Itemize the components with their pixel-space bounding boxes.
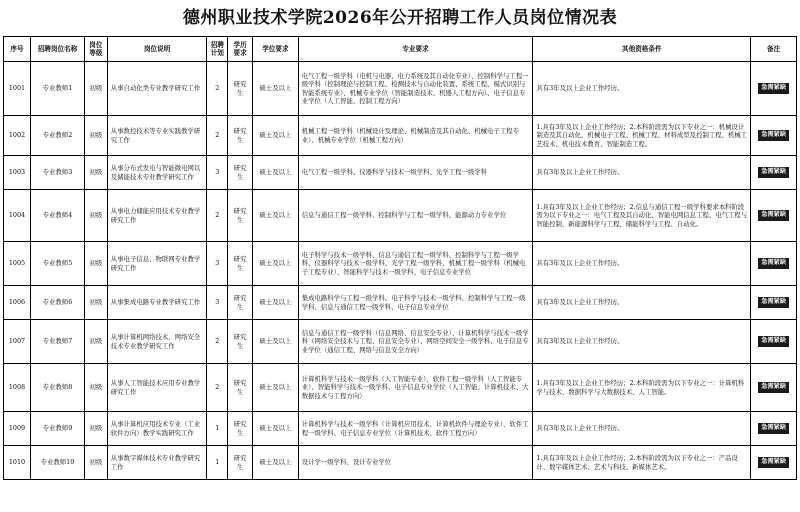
- cell-id: 1010: [4, 446, 31, 480]
- cell-level: 初级: [84, 320, 107, 364]
- cell-education: 研究生: [228, 320, 253, 364]
- header-col-description: 岗位说明: [107, 37, 207, 62]
- cell-major: 计算机科学与技术一级学科（计算机应用技术、计算机软件与理论专业）、软件工程一级学科、电子信息专业学位（计算机技术、软件工程方向）: [298, 412, 533, 446]
- cell-position-name: 专业教师3: [30, 156, 84, 190]
- cell-description: 从事集成电路专业教学研究工作: [107, 286, 207, 320]
- cell-id: 1005: [4, 242, 31, 286]
- cell-plan: 2: [207, 62, 228, 116]
- cell-degree: 硕士及以上: [253, 190, 299, 242]
- cell-plan: 3: [207, 242, 228, 286]
- cell-other-conditions: 1.具有3年及以上企业工作经历；2.本科阶段需为以下专业之一：机械设计制造及其自动化、机械电子工程、机械工程、材料成型及控制工程、机械工艺技术、机电技术教育、智能制造工程。: [533, 116, 751, 156]
- cell-plan: 3: [207, 156, 228, 190]
- cell-note: [751, 446, 797, 480]
- table-body: [4, 62, 797, 480]
- cell-degree: 硕士及以上: [253, 62, 299, 116]
- cell-major: 计算机科学与技术一级学科（人工智能专业）、软件工程一级学科（人工智能专业）、智能科学与技术一级学科、电子信息专业学位（人工智能、计算机技术、大数据技术与工程方向）: [298, 364, 533, 412]
- cell-education: 研究生: [228, 242, 253, 286]
- cell-position-name: 专业教师4: [30, 190, 84, 242]
- cell-plan: 1: [207, 412, 228, 446]
- header-col-position-name: 招聘岗位名称: [30, 37, 84, 62]
- urgent-badge: 急需紧缺: [758, 297, 789, 307]
- cell-note: [751, 190, 797, 242]
- cell-id: 1002: [4, 116, 31, 156]
- header-col-other-conditions: 其他资格条件: [533, 37, 751, 62]
- cell-education: 研究生: [228, 286, 253, 320]
- cell-other-conditions: 1.具有3年及以上企业工作经历；2.信息与通信工程一级学科要求本科阶段需为以下专业之一：电气工程及其自动化、智能电网信息工程、电气工程与智能控制、新能源科学与工程、储能科学与工程、自动化。: [533, 190, 751, 242]
- cell-id: 1001: [4, 62, 31, 116]
- cell-level: 初级: [84, 364, 107, 412]
- table-row: [4, 116, 797, 156]
- cell-other-conditions: 1.具有3年及以上企业工作经历；2.本科阶段需为以下专业之一：产品设计、数字媒体艺术、艺术与科技、新媒体艺术。: [533, 446, 751, 480]
- cell-education: 研究生: [228, 412, 253, 446]
- cell-id: 1006: [4, 286, 31, 320]
- cell-note: [751, 116, 797, 156]
- table-row: [4, 364, 797, 412]
- cell-description: 从事数字媒体技术专业教学研究工作: [107, 446, 207, 480]
- cell-level: 初级: [84, 190, 107, 242]
- table-row: [4, 190, 797, 242]
- cell-major: 信息与通信工程一级学科（信息网络、信息安全专业）、计算机科学与技术一级学科（网络安全技术与工程、信息安全专业）、网络空间安全一级学科、电子信息专业学位（通信工程、网络与信息安全方向）: [298, 320, 533, 364]
- cell-degree: 硕士及以上: [253, 446, 299, 480]
- cell-level: 初级: [84, 242, 107, 286]
- header-col-major: 专业要求: [298, 37, 533, 62]
- cell-plan: 2: [207, 116, 228, 156]
- cell-major: 电子科学与技术一级学科、信息与通信工程一级学科、控制科学与工程一级学科、仪器科学与技术一级学科、光学工程一级学科、机械工程一级学科（机械电子工程专业）、智能科学与技术一级学科、电子信息专业学位: [298, 242, 533, 286]
- header-col-degree: 学位要求: [253, 37, 299, 62]
- cell-position-name: 专业教师5: [30, 242, 84, 286]
- cell-level: 初级: [84, 446, 107, 480]
- cell-plan: 2: [207, 190, 228, 242]
- cell-note: [751, 156, 797, 190]
- cell-degree: 硕士及以上: [253, 286, 299, 320]
- cell-position-name: 专业教师1: [30, 62, 84, 116]
- page-title: 德州职业技术学院2026年公开招聘工作人员岗位情况表: [182, 8, 618, 28]
- cell-note: [751, 364, 797, 412]
- cell-position-name: 专业教师9: [30, 412, 84, 446]
- cell-other-conditions: 具有3年及以上企业工作经历。: [533, 62, 751, 116]
- cell-major: 设计学一级学科、设计专业学位: [298, 446, 533, 480]
- cell-id: 1008: [4, 364, 31, 412]
- cell-other-conditions: 具有3年及以上企业工作经历。: [533, 320, 751, 364]
- cell-education: 研究生: [228, 62, 253, 116]
- cell-plan: 2: [207, 364, 228, 412]
- cell-degree: 硕士及以上: [253, 156, 299, 190]
- cell-note: [751, 320, 797, 364]
- cell-plan: 3: [207, 286, 228, 320]
- cell-major: 机械工程一级学科（机械设计及理论、机械制造及其自动化、机械电子工程专业）、机械专业学位（机械工程方向）: [298, 116, 533, 156]
- cell-other-conditions: 1.具有3年及以上企业工作经历；2.本科阶段需为以下专业之一：计算机科学与技术、数据科学与大数据技术、人工智能。: [533, 364, 751, 412]
- urgent-badge: 急需紧缺: [758, 336, 789, 346]
- cell-other-conditions: 具有3年及以上企业工作经历。: [533, 286, 751, 320]
- cell-id: 1004: [4, 190, 31, 242]
- cell-level: 初级: [84, 62, 107, 116]
- cell-description: 从事计算机应用技术专业（工业软件方向）教学实践研究工作: [107, 412, 207, 446]
- cell-position-name: 专业教师7: [30, 320, 84, 364]
- table-row: [4, 412, 797, 446]
- cell-description: 从事计算机网络技术、网络安全技术专业教学研究工作: [107, 320, 207, 364]
- urgent-badge: 急需紧缺: [758, 382, 789, 392]
- cell-description: 从事自动化类专业教学研究工作: [107, 62, 207, 116]
- header-col-seq: 序号: [4, 37, 31, 62]
- cell-id: 1009: [4, 412, 31, 446]
- cell-description: 从事数控技术等专业实践教学研究工作: [107, 116, 207, 156]
- cell-education: 研究生: [228, 364, 253, 412]
- cell-degree: 硕士及以上: [253, 116, 299, 156]
- table-header-row: [4, 37, 797, 62]
- cell-description: 从事电力储能应用技术专业教学研究工作: [107, 190, 207, 242]
- table-row: [4, 446, 797, 480]
- cell-position-name: 专业教师8: [30, 364, 84, 412]
- cell-degree: 硕士及以上: [253, 242, 299, 286]
- table-row: [4, 242, 797, 286]
- cell-id: 1003: [4, 156, 31, 190]
- cell-other-conditions: 具有3年及以上企业工作经历。: [533, 156, 751, 190]
- urgent-badge: 急需紧缺: [758, 457, 789, 467]
- header-col-note: 备注: [751, 37, 797, 62]
- cell-major: 电气工程一级学科、仪器科学与技术一级学科、光学工程一级学科: [298, 156, 533, 190]
- cell-level: 初级: [84, 116, 107, 156]
- urgent-badge: 急需紧缺: [758, 258, 789, 268]
- cell-note: [751, 242, 797, 286]
- cell-degree: 硕士及以上: [253, 412, 299, 446]
- cell-position-name: 专业教师10: [30, 446, 84, 480]
- positions-table: [3, 36, 797, 480]
- table-row: [4, 286, 797, 320]
- cell-education: 研究生: [228, 446, 253, 480]
- header-col-plan: 招聘计划: [207, 37, 228, 62]
- cell-description: 从事分布式发电与智能微电网以及储能技术专业教学研究工作: [107, 156, 207, 190]
- cell-note: [751, 412, 797, 446]
- header-col-education: 学历要求: [228, 37, 253, 62]
- cell-plan: 2: [207, 320, 228, 364]
- urgent-badge: 急需紧缺: [758, 167, 789, 177]
- cell-position-name: 专业教师2: [30, 116, 84, 156]
- cell-other-conditions: 具有3年及以上企业工作经历。: [533, 412, 751, 446]
- urgent-badge: 急需紧缺: [758, 423, 789, 433]
- cell-note: [751, 62, 797, 116]
- cell-description: 从事人工智能技术应用专业教学研究工作: [107, 364, 207, 412]
- cell-level: 初级: [84, 286, 107, 320]
- cell-education: 研究生: [228, 116, 253, 156]
- cell-level: 初级: [84, 412, 107, 446]
- cell-description: 从事电子信息、物联网专业教学研究工作: [107, 242, 207, 286]
- cell-major: 电气工程一级学科（电机与电器、电力系统及其自动化专业）、控制科学与工程一级学科（控制理论与控制工程、检测技术与自动化装置、系统工程、模式识别与智能系统专业）、机械专业学位（智能制造技术、机器人工程方向）、电子信息专业学位（人工智能、控制工程方向）: [298, 62, 533, 116]
- cell-major: 信息与通信工程一级学科、控制科学与工程一级学科、能源动力专业学位: [298, 190, 533, 242]
- urgent-badge: 急需紧缺: [758, 130, 789, 140]
- table-row: [4, 320, 797, 364]
- table-row: [4, 156, 797, 190]
- cell-id: 1007: [4, 320, 31, 364]
- cell-education: 研究生: [228, 156, 253, 190]
- cell-education: 研究生: [228, 190, 253, 242]
- cell-plan: 1: [207, 446, 228, 480]
- header-col-level: 岗位等级: [84, 37, 107, 62]
- urgent-badge: 急需紧缺: [758, 83, 789, 93]
- cell-major: 集成电路科学与工程一级学科、电子科学与技术一级学科、控制科学与工程一级学科、信息与通信工程一级学科、电子信息专业学位: [298, 286, 533, 320]
- cell-degree: 硕士及以上: [253, 364, 299, 412]
- table-row: [4, 62, 797, 116]
- cell-note: [751, 286, 797, 320]
- urgent-badge: 急需紧缺: [758, 210, 789, 220]
- cell-other-conditions: 具有3年及以上企业工作经历。: [533, 242, 751, 286]
- cell-level: 初级: [84, 156, 107, 190]
- cell-position-name: 专业教师6: [30, 286, 84, 320]
- cell-degree: 硕士及以上: [253, 320, 299, 364]
